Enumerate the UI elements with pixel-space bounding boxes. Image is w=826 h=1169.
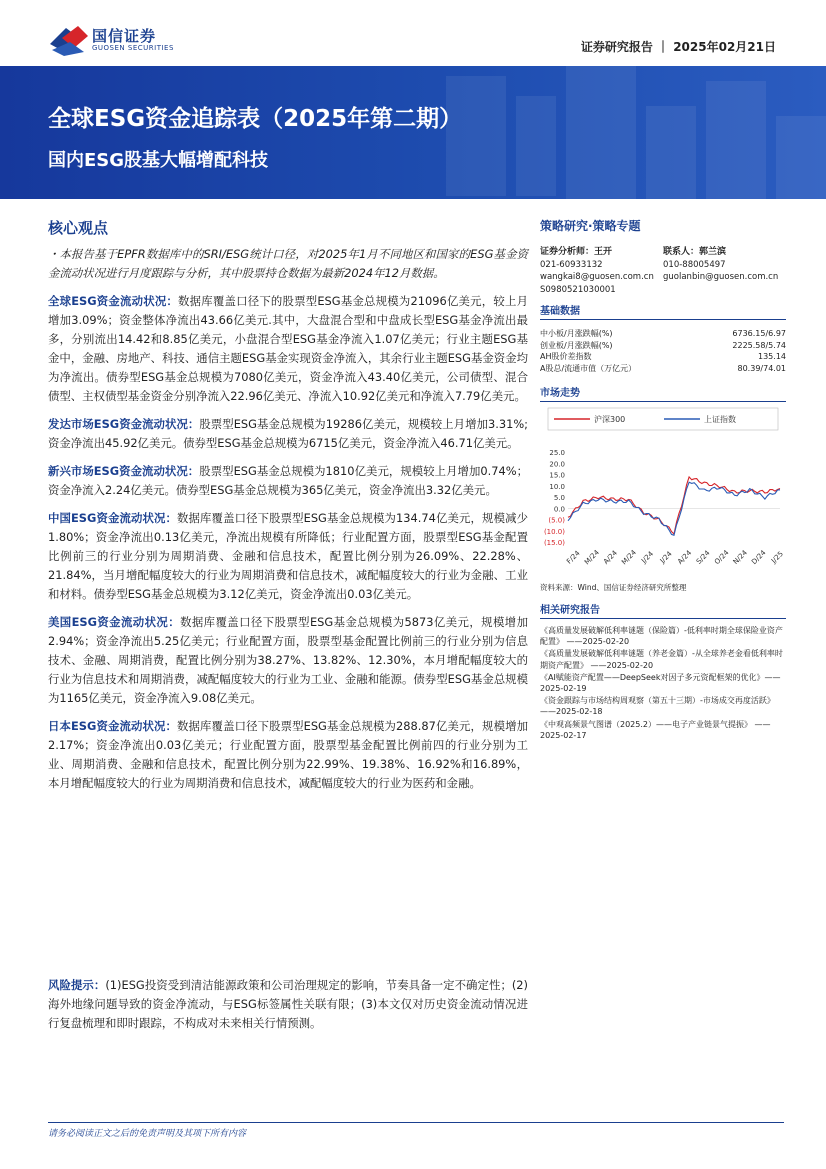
y-tick-label: (10.0) (543, 527, 565, 536)
basic-data-value: 6736.15/6.97 (732, 329, 786, 338)
x-tick-label: J/24 (658, 549, 674, 565)
series-line (568, 477, 780, 534)
basic-data-value: 80.39/74.01 (737, 363, 786, 373)
basic-data-heading: 基础数据 (540, 302, 786, 320)
paragraph-keyword: 中国ESG资金流动状况： (48, 511, 178, 525)
brand-name: 国信证券 (92, 27, 157, 45)
legend-label: 上证指数 (704, 415, 736, 424)
basic-data-row (540, 351, 786, 363)
paragraph-keyword: 日本ESG资金流动状况： (48, 719, 178, 733)
global-paragraph (48, 292, 528, 406)
x-tick-label: O/24 (713, 548, 731, 567)
chart-source: 资料来源：Wind、国信证券经济研究所整理 (540, 583, 687, 592)
x-tick-label: A/24 (601, 548, 620, 566)
analyst-name: 证券分析师：王开 (540, 247, 613, 257)
sidebar (540, 217, 786, 742)
paragraph-text: 数据库覆盖口径下股票型ESG基金总规模为5873亿美元，规模增加2.94%；资金净流出5.25亿美元；行业配置方面，股票型基金配置比例前三的行业分别为信息技术、金融、周期消费，配置比例分别为38.27%、13.82%、12.30%，本月增配幅度较大的行业为信息技术和周期消费，减配幅度较大的行业为工业、金融和能源。债券型ESG基金总规模为1165亿美元，资金净流入9.08亿美元。 (48, 615, 528, 705)
paragraph-text: 数据库覆盖口径下股票型ESG基金总规模为288.87亿美元，规模增加2.17%；资金净流出0.03亿美元；行业配置方面，股票型基金配置比例前四的行业分别为工业、周期消费、金融和信息技术，配置比例分别为22.99%、19.38%、16.92%和16.89%，本月增配幅度较大的行业为周期消费和信息技术，减配幅度较大的行业为医药和金融。 (48, 719, 528, 790)
china-paragraph (48, 509, 528, 604)
report-title: 全球ESG资金追踪表（2025年第二期） (48, 106, 463, 132)
y-tick-label: 20.0 (549, 460, 565, 469)
report-subtitle: 国内ESG股基大幅增配科技 (48, 150, 269, 171)
x-tick-label: J/25 (769, 549, 785, 565)
paragraph-text: 数据库覆盖口径下股票型ESG基金总规模为134.74亿美元，规模减少1.80%；资金净流出0.13亿美元，净流出规模有所降低；行业配置方面，股票型ESG基金配置比例前三的行业分别为周期消费、金融和信息技术，配置比例分别为26.09%、22.28%、21.84%，当月增配幅度较大的行业为周期消费和信息技术，减配幅度较大的行业为金融、工业和材料。债券型ESG基金总规模为3.12亿美元，资金净流出0.03亿美元。 (48, 511, 528, 601)
intro-paragraph: ・本报告基于EPFR数据库中的SRI/ESG统计口径，对2025年1月不同地区和国家的ESG基金资金流动状况进行月度跟踪与分析，其中股票持仓数据为最新2024年12月数据。 (48, 247, 528, 280)
report-category: 策略研究·策略专题 (540, 219, 641, 233)
core-views-heading: 核心观点 (48, 219, 109, 237)
basic-data-table (540, 328, 786, 374)
banner-decoration (406, 66, 826, 199)
basic-data-label: 创业板/月涨跌幅(%) (540, 340, 613, 350)
basic-data-row (540, 340, 786, 352)
basic-data-label: A股总/流通市值（万亿元） (540, 363, 637, 373)
risk-warning (48, 976, 528, 1033)
emerging-paragraph (48, 462, 528, 500)
y-tick-label: (15.0) (543, 539, 565, 547)
risk-text: (1)ESG投资受到清洁能源政策和公司治理规定的影响，节奏具备一定不确定性；(2)海外地缘问题导致的资金净流动，与ESG标签属性关联有限；(3)本文仅对历史资金流动情况进行复盘梳理和即时跟踪，不构成对未来相关行情预测。 (48, 978, 528, 1030)
x-tick-label: M/24 (620, 548, 638, 567)
legend-label: 沪深300 (594, 415, 626, 424)
related-report-item[interactable]: 《AI赋能资产配置——DeepSeek对因子多元资配框架的优化》——2025-02-19 (540, 672, 781, 694)
analyst-info (540, 246, 786, 296)
footer-divider (48, 1122, 784, 1123)
japan-paragraph (48, 717, 528, 793)
x-tick-label: N/24 (731, 548, 749, 567)
risk-keyword: 风险提示： (48, 978, 106, 992)
contact-email[interactable]: guolanbin@guosen.com.cn (663, 272, 779, 282)
x-tick-label: A/24 (676, 548, 694, 566)
contact-phone: 010-88005497 (663, 259, 726, 270)
series-line (568, 482, 780, 535)
report-type-date: 证券研究报告 ｜ 2025年02月21日 (580, 40, 776, 54)
y-tick-label: 0.0 (553, 505, 565, 514)
y-tick-label: 25.0 (549, 449, 565, 457)
related-report-item[interactable]: 《资金跟踪与市场结构周观察（第五十三期）-市场成交再度活跃》 ——2025-02-18 (540, 696, 775, 717)
brand-name-en: GUOSEN SECURITIES (92, 44, 174, 52)
market-trend-chart (540, 402, 786, 577)
related-reports-heading: 相关研究报告 (540, 601, 786, 619)
core-views-body (48, 245, 528, 802)
x-tick-label: S/24 (694, 549, 712, 566)
basic-data-value: 2225.58/5.74 (732, 340, 786, 350)
related-reports-list (540, 625, 786, 741)
paragraph-keyword: 发达市场ESG资金流动状况： (48, 417, 200, 431)
x-tick-label: D/24 (750, 548, 768, 567)
x-tick-label: J/24 (640, 549, 656, 565)
x-tick-label: M/24 (583, 548, 601, 567)
paragraph-keyword: 全球ESG资金流动状况： (48, 294, 179, 308)
related-report-item[interactable]: 《高质量发展破解低利率谜题（保险篇）-低利率时期全球保险业资产配置》 ——2025-02-20 (540, 626, 783, 647)
paragraph-text: 数据库覆盖口径下的股票型ESG基金总规模为21096亿美元，较上月增加3.09%；资金整体净流出43.66亿美元.其中，大盘混合型和中盘成长型ESG基金净流出最多，分别流出14.42和8.85亿美元，小盘混合型ESG基金净流入1.07亿美元；行业主题ESG基金中，金融、房地产、科技、通信主题ESG基金实现资金净流入，其余行业主题ESG基金资金均为净流出。债券型ESG基金总规模为7080亿美元，资金净流入43.40亿美元，公司债型、混合债型、主权债型基金资金分别净流入22.96亿美元、净流入10.92亿美元和净流入7.79亿美元。 (48, 294, 528, 403)
paragraph-keyword: 美国ESG资金流动状况： (48, 615, 181, 629)
basic-data-value: 135.14 (758, 352, 786, 361)
analyst-column (540, 246, 663, 296)
related-report-item[interactable]: 《高质量发展破解低利率谜题（养老金篇）-从全球养老金看低利率时期资产配置》 ——2025-02-20 (540, 649, 783, 670)
y-tick-label: 10.0 (549, 482, 565, 491)
developed-paragraph (48, 415, 528, 453)
analyst-phone: 021-60933132 (540, 259, 603, 270)
related-report-item[interactable]: 《中观高频景气图谱（2025.2）——电子产业链景气提振》 ——2025-02-17 (540, 719, 771, 740)
analyst-email[interactable]: wangkai8@guosen.com.cn (540, 272, 654, 282)
analyst-cert: S0980521030001 (540, 284, 616, 295)
y-tick-label: 5.0 (553, 494, 565, 502)
basic-data-row (540, 363, 786, 375)
y-tick-label: (5.0) (548, 516, 565, 525)
x-tick-label: F/24 (565, 549, 582, 566)
basic-data-row (540, 328, 786, 340)
y-tick-label: 15.0 (549, 471, 565, 480)
paragraph-text: 股票型ESG基金总规模为19286亿美元，规模较上月增加3.31%;资金净流出45.92亿美元。债券型ESG基金总规模为6715亿美元，资金净流入46.71亿美元。 (48, 417, 528, 450)
basic-data-label: 中小板/月涨跌幅(%) (540, 329, 613, 338)
footer-disclaimer: 请务必阅读正文之后的免责声明及其项下所有内容 (48, 1129, 247, 1139)
paragraph-keyword: 新兴市场ESG资金流动状况： (48, 464, 200, 478)
us-paragraph (48, 613, 528, 708)
contact-column (663, 246, 786, 296)
basic-data-label: AH股价差指数 (540, 352, 592, 361)
contact-name: 联系人：郭兰滨 (663, 247, 727, 257)
paragraph-text: 股票型ESG基金总规模为1810亿美元，规模较上月增加0.74%；资金净流入2.24亿美元。债券型ESG基金总规模为365亿美元，资金净流出3.32亿美元。 (48, 464, 528, 497)
market-trend-heading: 市场走势 (540, 384, 786, 402)
